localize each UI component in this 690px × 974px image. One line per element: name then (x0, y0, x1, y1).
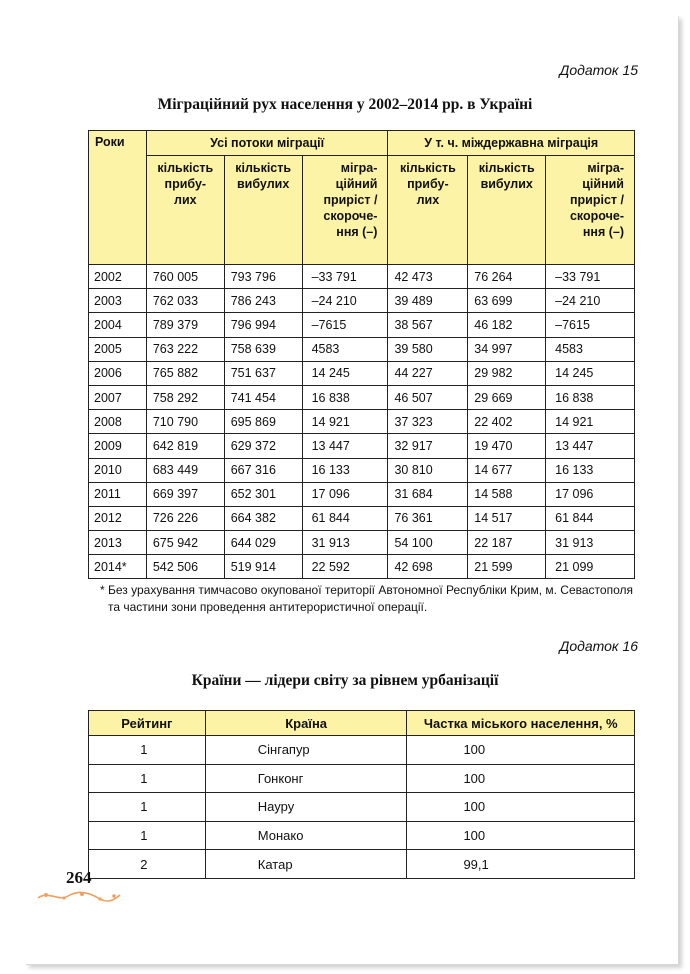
table-cell: 61 844 (546, 506, 635, 530)
table-cell: 542 506 (146, 555, 224, 579)
table-row (89, 531, 635, 555)
table-cell: 100 (407, 736, 635, 765)
table-cell: 21 599 (468, 555, 546, 579)
table-row (89, 410, 635, 434)
table-cell: 765 882 (146, 361, 224, 385)
table-cell: 519 914 (224, 555, 302, 579)
migration-table (88, 130, 635, 579)
footnote-text: Без урахування тимчасово окупованої території Автономної Республіки Крим, м. Севастополя та частини зони проведення антитерористичної операції. (108, 583, 633, 614)
table-row (89, 764, 635, 793)
table-cell: 2011 (89, 482, 147, 506)
table-row (89, 458, 635, 482)
migration-table-title: Міграційний рух населення у 2002–2014 рр. в Україні (157, 96, 533, 113)
table-cell: 39 580 (388, 337, 468, 361)
table-cell: 669 397 (146, 482, 224, 506)
table-cell: –7615 (302, 313, 388, 337)
table-cell: 46 507 (388, 385, 468, 409)
table-cell: 14 245 (302, 361, 388, 385)
table-row (89, 434, 635, 458)
table-cell: 642 819 (146, 434, 224, 458)
table-cell: 789 379 (146, 313, 224, 337)
table-cell: 2009 (89, 434, 147, 458)
footnote (100, 582, 638, 616)
table-cell: –7615 (546, 313, 635, 337)
table-cell: 2002 (89, 265, 147, 289)
table-cell: 751 637 (224, 361, 302, 385)
table-cell: 99,1 (407, 850, 635, 879)
table-row (89, 850, 635, 879)
table-cell: 21 099 (546, 555, 635, 579)
subheader-arrived: кількість прибу- лих (146, 156, 224, 265)
table-cell: 31 913 (546, 531, 635, 555)
page-number: 264 (66, 868, 92, 887)
table-cell: 46 182 (468, 313, 546, 337)
table-cell: 100 (407, 821, 635, 850)
header-country: Країна (205, 711, 407, 736)
table-cell: 13 447 (302, 434, 388, 458)
footnote-star: * (100, 583, 105, 597)
table-cell: 1 (89, 764, 206, 793)
table-cell: 16 133 (546, 458, 635, 482)
table-cell: 63 699 (468, 289, 546, 313)
table-cell: 42 473 (388, 265, 468, 289)
table-cell: 652 301 (224, 482, 302, 506)
table-cell: 31 684 (388, 482, 468, 506)
table-row (89, 265, 635, 289)
table-cell: Сінгапур (205, 736, 407, 765)
table-cell: 22 402 (468, 410, 546, 434)
header-interstate: У т. ч. міждержавна міграція (388, 131, 635, 156)
table-row (89, 385, 635, 409)
table-row (89, 555, 635, 579)
table-cell: 37 323 (388, 410, 468, 434)
table-cell: 2 (89, 850, 206, 879)
header-years: Роки (89, 131, 147, 265)
table-cell: 793 796 (224, 265, 302, 289)
table-cell: 14 245 (546, 361, 635, 385)
table-cell: –24 210 (546, 289, 635, 313)
table-cell: 17 096 (302, 482, 388, 506)
table-row (89, 482, 635, 506)
table-cell: 758 639 (224, 337, 302, 361)
table-cell: 760 005 (146, 265, 224, 289)
table-cell: 667 316 (224, 458, 302, 482)
table-row (89, 313, 635, 337)
table-cell: 44 227 (388, 361, 468, 385)
table-cell: Науру (205, 793, 407, 822)
page-ornament-icon (34, 888, 124, 904)
table-cell: 1 (89, 793, 206, 822)
table-cell: –24 210 (302, 289, 388, 313)
table-cell: –33 791 (302, 265, 388, 289)
table-cell: 786 243 (224, 289, 302, 313)
table-cell: Гонконг (205, 764, 407, 793)
table-cell: 1 (89, 821, 206, 850)
table-cell: 30 810 (388, 458, 468, 482)
table-cell: 100 (407, 793, 635, 822)
table-row (89, 736, 635, 765)
header-urban-share: Частка міського населення, % (407, 711, 635, 736)
table-cell: 2008 (89, 410, 147, 434)
subheader-net-interstate: мігра- ційний приріст / скороче- ння (–) (546, 156, 635, 265)
table-cell: 31 913 (302, 531, 388, 555)
table-cell: 54 100 (388, 531, 468, 555)
urbanization-table-title: Країни — лідери світу за рівнем урбанізації (191, 672, 499, 689)
table-cell: –33 791 (546, 265, 635, 289)
table-cell: 61 844 (302, 506, 388, 530)
table-cell: 100 (407, 764, 635, 793)
table-cell: 2006 (89, 361, 147, 385)
table-row (89, 821, 635, 850)
table-cell: 14 921 (302, 410, 388, 434)
table-cell: 762 033 (146, 289, 224, 313)
table-cell: 14 517 (468, 506, 546, 530)
appendix-16-label: Додаток 16 (559, 638, 638, 654)
table-row (89, 289, 635, 313)
table-cell: 29 669 (468, 385, 546, 409)
table-cell: 629 372 (224, 434, 302, 458)
table-cell: 763 222 (146, 337, 224, 361)
header-all-flows: Усі потоки міграції (146, 131, 388, 156)
table-row (89, 361, 635, 385)
table-cell: 695 869 (224, 410, 302, 434)
table-cell: 644 029 (224, 531, 302, 555)
table-cell: 76 264 (468, 265, 546, 289)
table-cell: 14 677 (468, 458, 546, 482)
table-cell: 17 096 (546, 482, 635, 506)
subheader-arrived-interstate: кількість прибу- лих (388, 156, 468, 265)
table-cell: 39 489 (388, 289, 468, 313)
table-cell: 14 921 (546, 410, 635, 434)
table-row (89, 506, 635, 530)
header-rating: Рейтинг (89, 711, 206, 736)
subheader-net: мігра- ційний приріст / скороче- ння (–) (302, 156, 388, 265)
table-cell: 710 790 (146, 410, 224, 434)
table-cell: 38 567 (388, 313, 468, 337)
table-cell: Катар (205, 850, 407, 879)
table-cell: 32 917 (388, 434, 468, 458)
table-cell: 2010 (89, 458, 147, 482)
table-cell: 683 449 (146, 458, 224, 482)
table-cell: 29 982 (468, 361, 546, 385)
table-cell: 2014* (89, 555, 147, 579)
urbanization-table (88, 710, 635, 879)
table-cell: 13 447 (546, 434, 635, 458)
table-cell: Монако (205, 821, 407, 850)
table-cell: 76 361 (388, 506, 468, 530)
appendix-15-label: Додаток 15 (559, 62, 638, 78)
table-cell: 2003 (89, 289, 147, 313)
table-cell: 726 226 (146, 506, 224, 530)
table-row (89, 793, 635, 822)
table-cell: 2007 (89, 385, 147, 409)
table-cell: 675 942 (146, 531, 224, 555)
table-cell: 19 470 (468, 434, 546, 458)
table-cell: 2013 (89, 531, 147, 555)
table-cell: 16 838 (302, 385, 388, 409)
table-cell: 4583 (546, 337, 635, 361)
table-cell: 2012 (89, 506, 147, 530)
table-cell: 758 292 (146, 385, 224, 409)
subheader-departed: кількість вибулих (224, 156, 302, 265)
table-cell: 22 187 (468, 531, 546, 555)
table-cell: 1 (89, 736, 206, 765)
table-cell: 34 997 (468, 337, 546, 361)
table-cell: 42 698 (388, 555, 468, 579)
subheader-departed-interstate: кількість вибулих (468, 156, 546, 265)
table-cell: 2004 (89, 313, 147, 337)
table-cell: 796 994 (224, 313, 302, 337)
table-cell: 741 454 (224, 385, 302, 409)
table-cell: 16 133 (302, 458, 388, 482)
table-row (89, 337, 635, 361)
table-cell: 4583 (302, 337, 388, 361)
table-cell: 14 588 (468, 482, 546, 506)
table-cell: 22 592 (302, 555, 388, 579)
table-cell: 664 382 (224, 506, 302, 530)
table-cell: 2005 (89, 337, 147, 361)
table-cell: 16 838 (546, 385, 635, 409)
